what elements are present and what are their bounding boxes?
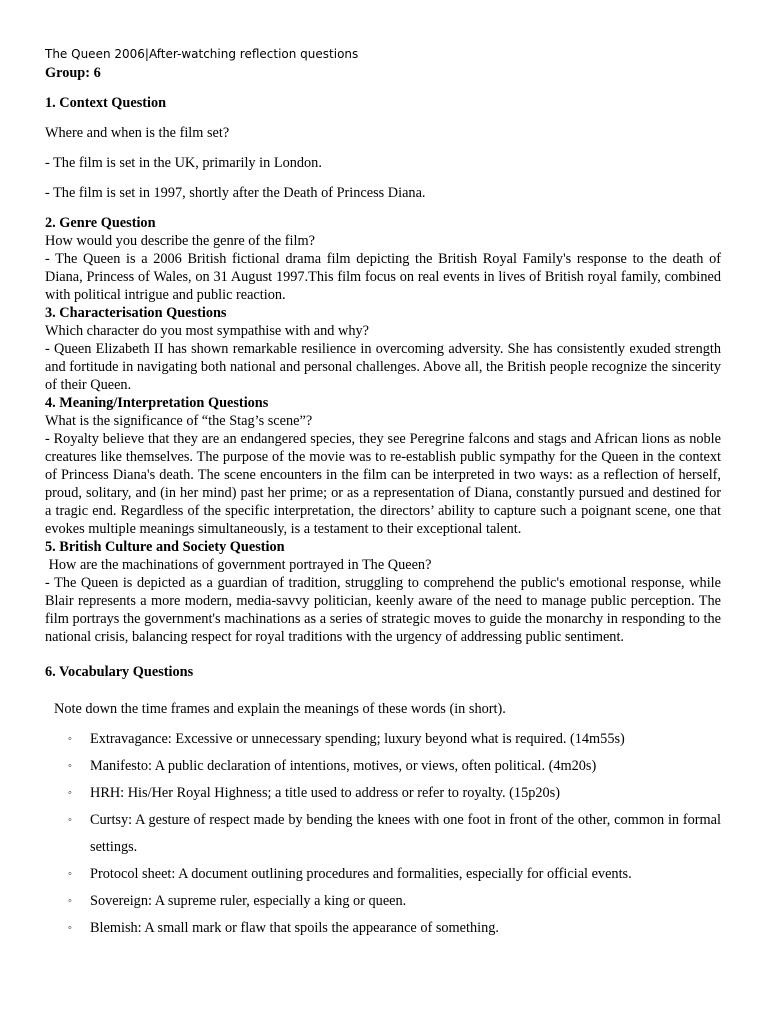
bullet-icon: ◦ <box>68 787 72 799</box>
genre-question: How would you describe the genre of the film? <box>45 233 315 249</box>
document-page <box>45 47 721 942</box>
vocabulary-instruction: Note down the time frames and explain the meanings of these words (in short). <box>54 701 506 717</box>
vocabulary-heading: 6. Vocabulary Questions <box>45 664 194 680</box>
bullet-icon: ◦ <box>68 895 72 907</box>
characterisation-question: Which character do you most sympathise with and why? <box>45 323 369 339</box>
culture-question: How are the machinations of government portrayed in The Queen? <box>45 557 432 573</box>
genre-heading: 2. Genre Question <box>45 215 156 231</box>
bullet-icon: ◦ <box>68 922 72 934</box>
context-answer-time: - The film is set in 1997, shortly after the Death of Princess Diana. <box>45 185 426 201</box>
list-item: ◦ Curtsy: A gesture of respect made by bending the knees with one foot in front of the other, common in formal settings. <box>45 807 721 861</box>
bullet-icon: ◦ <box>68 760 72 772</box>
document-header: The Queen 2006|After-watching reflection questions <box>45 47 359 61</box>
list-item: ◦ HRH: His/Her Royal Highness; a title used to address or refer to royalty. (15p20s) <box>45 780 721 807</box>
characterisation-heading: 3. Characterisation Questions <box>45 305 227 321</box>
bullet-icon: ◦ <box>68 733 72 745</box>
context-question: Where and when is the film set? <box>45 125 230 141</box>
culture-heading: 5. British Culture and Society Question <box>45 539 285 555</box>
meaning-answer: - Royalty believe that they are an endangered species, they see Peregrine falcons and stags and African lions as noble creatures like themselves. The purpose of the movie was to re-establish public sympathy for the Queen in the context of Princess Diana's death. The scene encounters in the film can be interpreted in two ways: as a reflection of herself, proud, solitary, and (in her mind) past her prime; or as a representation of Diana, constantly pursued and destined for a tragic end. Regardless of the specific interpretation, the directors’ ability to capture such a poignant scene, one that evokes multiple meanings simultaneously, is a testament to their exceptional talent. <box>45 431 721 537</box>
list-item: ◦ Extravagance: Excessive or unnecessary spending; luxury beyond what is required. (14m55s) <box>45 726 721 753</box>
group-label: Group: 6 <box>45 65 101 81</box>
list-item: ◦ Protocol sheet: A document outlining procedures and formalities, especially for official events. <box>45 861 721 888</box>
meaning-question: What is the significance of “the Stag’s scene”? <box>45 413 313 429</box>
list-item: ◦ Blemish: A small mark or flaw that spoils the appearance of something. <box>45 915 721 942</box>
genre-answer: - The Queen is a 2006 British fictional drama film depicting the British Royal Family's response to the death of Diana, Princess of Wales, on 31 August 1997.This film focus on real events in lives of British royal family, combined with political intrigue and public reaction. <box>45 251 721 303</box>
list-item: ◦ Manifesto: A public declaration of intentions, motives, or views, often political. (4m20s) <box>45 753 721 780</box>
culture-answer: - The Queen is depicted as a guardian of tradition, struggling to comprehend the public's emotional response, while Blair represents a more modern, media-savvy politician, keenly aware of the need to manage public perception. The film portrays the government's machinations as a series of strategic moves to guide the monarchy in responding to the national crisis, balancing respect for royal traditions with the urgency of addressing public sentiment. <box>45 575 721 645</box>
list-item: ◦ Sovereign: A supreme ruler, especially a king or queen. <box>45 888 721 915</box>
meaning-heading: 4. Meaning/Interpretation Questions <box>45 395 269 411</box>
vocabulary-list <box>45 726 721 942</box>
bullet-icon: ◦ <box>68 814 72 826</box>
context-answer-place: - The film is set in the UK, primarily in London. <box>45 155 322 171</box>
bullet-icon: ◦ <box>68 868 72 880</box>
context-heading: 1. Context Question <box>45 95 167 111</box>
characterisation-answer: - Queen Elizabeth II has shown remarkable resilience in overcoming adversity. She has consistently exuded strength and fortitude in navigating both national and personal challenges. Above all, the British people recognize the sincerity of their Queen. <box>45 341 721 393</box>
